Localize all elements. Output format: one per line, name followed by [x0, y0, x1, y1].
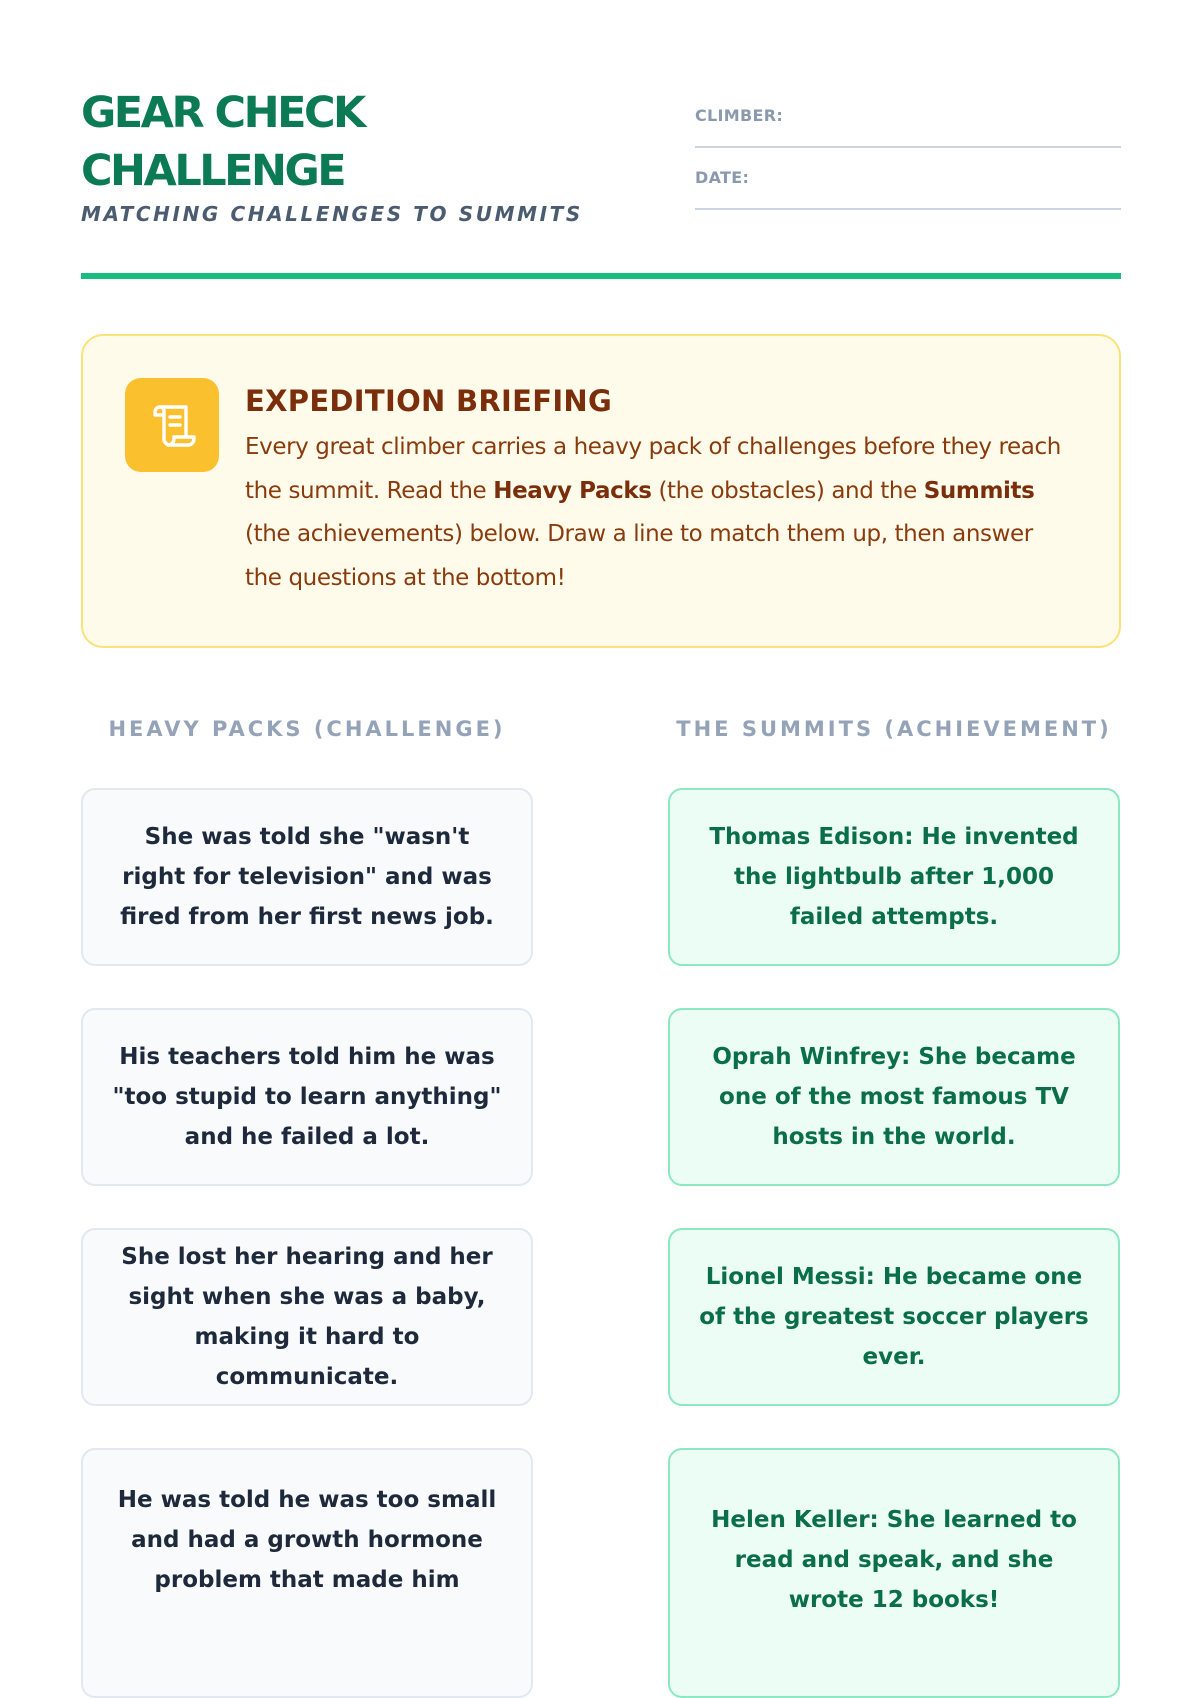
summit-card[interactable]: Lionel Messi: He became one of the greatest soccer players ever.: [668, 1228, 1120, 1406]
challenge-card[interactable]: She was told she "wasn't right for television" and was fired from her first news job.: [81, 788, 533, 966]
briefing-title: EXPEDITION BRIEFING: [245, 384, 613, 418]
summits-column-header: THE SUMMITS (ACHIEVEMENT): [676, 717, 1112, 741]
expedition-briefing: [81, 334, 1121, 648]
summits-term: Summits: [923, 477, 1035, 504]
scroll-icon: [125, 378, 219, 472]
challenge-card[interactable]: She lost her hearing and her sight when she was a baby, making it hard to communicate.: [81, 1228, 533, 1406]
heavy-packs-term: Heavy Packs: [493, 477, 652, 504]
summit-card[interactable]: Thomas Edison: He invented the lightbulb after 1,000 failed attempts.: [668, 788, 1120, 966]
header: [81, 84, 1121, 234]
header-divider: [81, 273, 1121, 279]
climber-label: CLIMBER:: [695, 106, 784, 125]
summit-card[interactable]: Helen Keller: She learned to read and speak, and she wrote 12 books!: [668, 1448, 1120, 1698]
briefing-text: Every great climber carries a heavy pack of challenges before they reach the summit. Read the Heavy Packs (the obstacles) and the Summits (the achievements) below. Draw a line to match them up, then answer the questions at the bottom!: [245, 434, 1061, 591]
date-label: DATE:: [695, 168, 750, 187]
info-fields: [695, 106, 1121, 230]
summit-card[interactable]: Oprah Winfrey: She became one of the most famous TV hosts in the world.: [668, 1008, 1120, 1186]
challenge-card[interactable]: His teachers told him he was "too stupid to learn anything" and he failed a lot.: [81, 1008, 533, 1186]
page-title-line-2: CHALLENGE: [81, 146, 345, 196]
date-field[interactable]: [695, 168, 1121, 210]
climber-field[interactable]: [695, 106, 1121, 148]
heavy-packs-column-header: HEAVY PACKS (CHALLENGE): [108, 717, 506, 741]
challenge-card[interactable]: He was told he was too small and had a growth hormone problem that made him: [81, 1448, 533, 1698]
page-subtitle: MATCHING CHALLENGES TO SUMMITS: [81, 202, 583, 226]
page-title-line-1: GEAR CHECK: [81, 88, 364, 138]
